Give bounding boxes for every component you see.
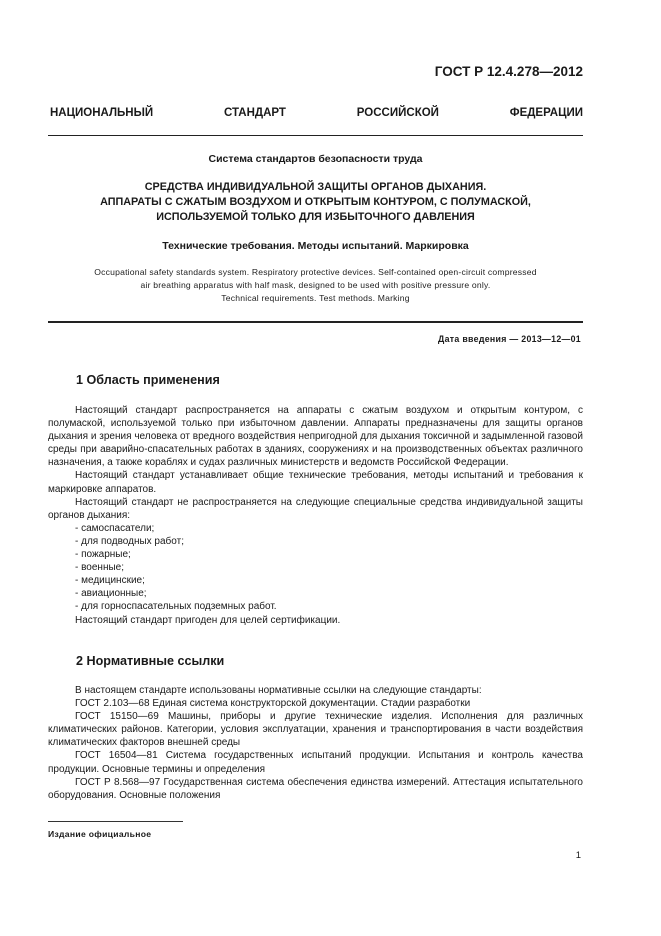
english-title-line: air breathing apparatus with half mask, designed to be used with positive pressure only. — [140, 280, 491, 290]
banner-word: СТАНДАРТ — [223, 107, 286, 119]
list-item: - авиационные; — [75, 588, 147, 600]
page-number: 1 — [575, 850, 581, 861]
section-1-body — [48, 404, 583, 627]
banner-word: НАЦИОНАЛЬНЫЙ — [50, 107, 154, 119]
banner-word: ФЕДЕРАЦИИ — [509, 107, 583, 119]
list-item: - самоспасатели; — [75, 522, 155, 534]
national-standard-banner — [50, 107, 583, 119]
official-edition-label: Издание официальное — [48, 829, 152, 839]
document-title — [48, 180, 583, 225]
reference-item: ГОСТ 15150—69 Машины, приборы и другие технические изделия. Исполнения для различных климатических районов. Категории, условия эксплуатации, хранения и транспортирования в части воздействия климатических факторов внешней среды — [48, 711, 583, 749]
top-divider — [48, 135, 583, 136]
list-item: - пожарные; — [75, 549, 131, 561]
english-title-line: Technical requirements. Test methods. Marking — [221, 293, 410, 303]
document-subtitle: Технические требования. Методы испытаний. Маркировка — [162, 240, 469, 252]
list-item: - военные; — [75, 562, 125, 574]
footer-divider — [48, 821, 183, 822]
introduction-date: Дата введения — 2013—12—01 — [438, 334, 581, 344]
list-item: - для подводных работ; — [75, 535, 184, 547]
title-divider — [48, 321, 583, 323]
section-2-body — [48, 684, 583, 802]
list-item: - медицинские; — [75, 575, 145, 587]
banner-word: РОССИЙСКОЙ — [356, 107, 439, 119]
standards-series: Система стандартов безопасности труда — [208, 153, 423, 165]
reference-item: ГОСТ Р 8.568—97 Государственная система обеспечения единства измерений. Аттестация испытательного оборудования. Основные положения — [48, 776, 583, 801]
english-title — [48, 266, 583, 305]
title-line: СРЕДСТВА ИНДИВИДУАЛЬНОЙ ЗАЩИТЫ ОРГАНОВ ДЫХАНИЯ. — [144, 181, 487, 193]
reference-item: ГОСТ 2.103—68 Единая система конструкторской документации. Стадии разработки — [75, 698, 471, 710]
title-line: ИСПОЛЬЗУЕМОЙ ТОЛЬКО ДЛЯ ИЗБЫТОЧНОГО ДАВЛЕНИЯ — [156, 211, 475, 223]
gost-number: ГОСТ Р 12.4.278—2012 — [434, 64, 583, 79]
title-line: АППАРАТЫ С СЖАТЫМ ВОЗДУХОМ И ОТКРЫТЫМ КОНТУРОМ, С ПОЛУМАСКОЙ, — [100, 196, 531, 208]
paragraph: Настоящий стандарт устанавливает общие технические требования, методы испытаний и требования к маркировке аппаратов. — [48, 470, 583, 495]
english-title-line: Occupational safety standards system. Respiratory protective devices. Self-contained open-circuit compressed — [94, 267, 537, 277]
paragraph: Настоящий стандарт пригоден для целей сертификации. — [75, 614, 341, 626]
section-2-heading: 2 Нормативные ссылки — [76, 654, 225, 668]
list-item: - для горноспасательных подземных работ. — [75, 601, 277, 613]
paragraph: В настоящем стандарте использованы нормативные ссылки на следующие стандарты: — [75, 685, 482, 696]
section-1-heading: 1 Область применения — [76, 373, 220, 387]
reference-item: ГОСТ 16504—81 Система государственных испытаний продукции. Испытания и контроль качества продукции. Основные термины и определения — [48, 750, 583, 775]
paragraph: Настоящий стандарт распространяется на аппараты с сжатым воздухом и открытым контуром, с полумаской, используемой только при избыточном давлении. Аппараты предназначены для защиты органов дыхания и зрения человека от вредного воздействия непригодной для дыхания токсичной и задымленной газовой среды при аварийно-спасательных работах в зданиях, сооружениях и на производственных объектах различного назначения, а также кораблях и судах различных министерств и ведомств Российской Федерации. — [48, 405, 583, 469]
paragraph: Настоящий стандарт не распространяется на следующие специальные средства индивидуальной защиты органов дыхания: — [48, 496, 583, 521]
